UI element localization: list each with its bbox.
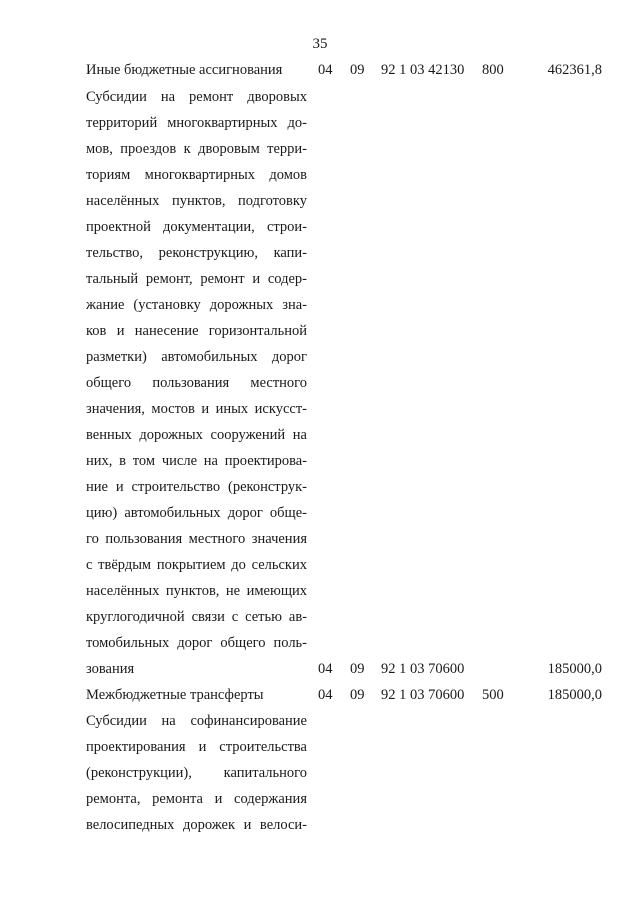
table-row [0,297,640,323]
row-text: ков и нанесение горизонтальной [86,323,307,339]
row-amount: 185000,0 [547,661,602,677]
table-row [0,765,640,791]
row-text: Иные бюджетные ассигнования [86,62,283,78]
table-row [0,323,640,349]
table-row [0,219,640,245]
row-subsection: 09 [350,661,365,677]
table-row [0,817,640,843]
row-amount: 185000,0 [547,687,602,703]
row-text: го пользования местного значения [86,531,307,547]
row-text: проектирования и строительства [86,739,307,755]
table-row [0,453,640,479]
row-text: ториям многоквартирных домов [86,167,307,183]
row-text: с твёрдым покрытием до сельских [86,557,307,573]
table-row [0,739,640,765]
table-row [0,271,640,297]
table-row [0,401,640,427]
table-row [0,505,640,531]
row-text: мов, проездов к дворовым терри- [86,141,307,157]
row-target: 92 1 03 42130 [381,62,465,78]
table-row [0,635,640,661]
table-row [0,479,640,505]
table-row [0,661,640,687]
table-row [0,557,640,583]
row-text: зования [86,661,135,677]
row-target: 92 1 03 70600 [381,661,465,677]
table-row [0,115,640,141]
table-row [0,193,640,219]
row-text: населённых пунктов, подготовку [86,193,307,209]
row-text: проектной документации, строи- [86,219,307,235]
row-text: (реконструкции), капитального [86,765,307,781]
table-row [0,349,640,375]
table-row [0,245,640,271]
table-row [0,375,640,401]
row-text: них, в том числе на проектирова- [86,453,307,469]
row-subsection: 09 [350,62,365,78]
table-row [0,531,640,557]
row-text: разметки) автомобильных дорог [86,349,307,365]
row-section: 04 [318,62,333,78]
table-row [0,427,640,453]
table-row [0,167,640,193]
table-row [0,141,640,167]
table-row [0,687,640,713]
row-text: жание (установку дорожных зна- [86,297,307,313]
table-row [0,89,640,115]
row-text: венных дорожных сооружений на [86,427,307,443]
row-text: тельство, реконструкцию, капи- [86,245,307,261]
row-section: 04 [318,661,333,677]
row-amount: 462361,8 [547,62,602,78]
row-type: 800 [482,62,504,78]
row-text: Субсидии на софинансирование [86,713,307,729]
row-text: территорий многоквартирных до- [86,115,307,131]
row-target: 92 1 03 70600 [381,687,465,703]
table-row [0,62,640,88]
row-text: томобильных дорог общего поль- [86,635,307,651]
row-subsection: 09 [350,687,365,703]
row-text: тальный ремонт, ремонт и содер- [86,271,307,287]
row-text: круглогодичной связи с сетью ав- [86,609,307,625]
row-text: значения, мостов и иных искусст- [86,401,307,417]
row-section: 04 [318,687,333,703]
table-row [0,609,640,635]
row-text: цию) автомобильных дорог обще- [86,505,307,521]
row-type: 500 [482,687,504,703]
row-text: населённых пунктов, не имеющих [86,583,307,599]
table-row [0,791,640,817]
row-text: Межбюджетные трансферты [86,687,264,703]
row-text: Субсидии на ремонт дворовых [86,89,307,105]
table-row [0,713,640,739]
row-text: велосипедных дорожек и велоси- [86,817,307,833]
row-text: общего пользования местного [86,375,307,391]
row-text: ние и строительство (реконструк- [86,479,307,495]
page-number: 35 [312,36,328,52]
row-text: ремонта, ремонта и содержания [86,791,307,807]
table-row [0,583,640,609]
